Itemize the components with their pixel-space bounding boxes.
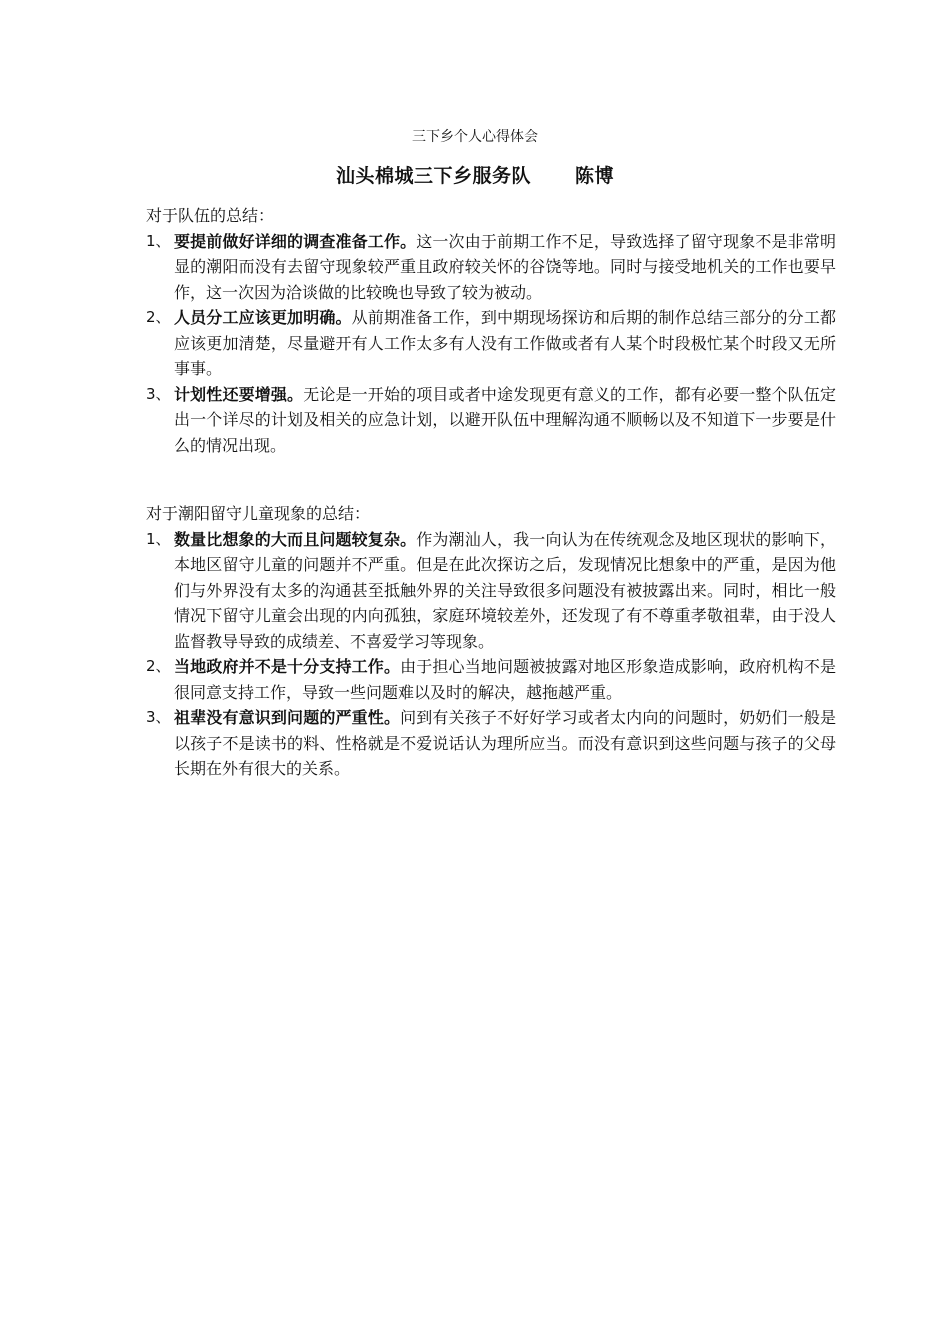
item-lead: 祖辈没有意识到问题的严重性。 <box>174 708 401 727</box>
team-name: 汕头棉城三下乡服务队 <box>335 165 531 187</box>
list-item <box>146 654 836 705</box>
list-item <box>146 527 836 655</box>
item-text: 作为潮汕人，我一向认为在传统观念及地区现状的影响下，本地区留守儿童的问题并不严重。但是在此次探访之后，发现情况比想象中的严重，是因为他们与外界没有太多的沟通甚至抵触外界的关注导致很多问题没有被披露出来。同时，相比一般情况下留守儿童会出现的内向孤独，家庭环境较差外，还发现了有不尊重孝敬祖辈，由于没人监督教导导致的成绩差、不喜爱学习等现象。 <box>174 529 836 651</box>
item-text: 问到有关孩子不好好学习或者太内向的问题时，奶奶们一般是以孩子不是读书的料、性格就是不爱说话认为理所应当。而没有意识到这些问题与孩子的父母长期在外有很大的关系。 <box>174 708 836 778</box>
section-left-behind-children-summary <box>146 501 836 782</box>
item-lead: 当地政府并不是十分支持工作。 <box>174 657 401 676</box>
item-number: 1、 <box>146 231 171 250</box>
summary-list <box>146 229 836 459</box>
item-number: 2、 <box>146 657 171 675</box>
document-title <box>0 162 950 190</box>
section-team-summary <box>146 203 836 458</box>
item-lead: 数量比想象的大而且问题较复杂。 <box>174 529 417 549</box>
item-text: 由于担心当地问题被披露对地区形象造成影响，政府机构不是很同意支持工作，导致一些问题难以及时的解决，越拖越严重。 <box>174 657 836 702</box>
author-name: 陈博 <box>575 165 615 187</box>
item-lead: 计划性还要增强。 <box>174 384 304 404</box>
item-text: 这一次由于前期工作不足，导致选择了留守现象不是非常明显的潮阳而没有去留守现象较严重且政府较关怀的谷饶等地。同时与接受地机关的工作也要早作，这一次因为洽谈做的比较晚也导致了较为被动。 <box>174 231 836 302</box>
list-item <box>146 305 836 382</box>
section-heading: 对于潮阳留守儿童现象的总结： <box>146 504 371 523</box>
summary-list <box>146 527 836 782</box>
item-number: 1、 <box>146 529 171 548</box>
list-item <box>146 382 836 459</box>
list-item <box>146 229 836 306</box>
item-lead: 要提前做好详细的调查准备工作。 <box>174 231 417 251</box>
item-text: 无论是一开始的项目或者中途发现更有意义的工作，都有必要一整个队伍定出一个详尽的计划及相关的应急计划，以避开队伍中理解沟通不顺畅以及不知道下一步要是什么的情况出现。 <box>174 384 836 455</box>
section-heading: 对于队伍的总结： <box>146 206 275 225</box>
item-lead: 人员分工应该更加明确。 <box>174 308 352 327</box>
item-number: 3、 <box>146 708 171 726</box>
item-text: 从前期准备工作，到中期现场探访和后期的制作总结三部分的分工都应该更加清楚，尽量避开有人工作太多有人没有工作做或者有人某个时段极忙某个时段又无所事事。 <box>174 308 836 378</box>
item-number: 2、 <box>146 308 171 326</box>
document-header: 三下乡个人心得体会 <box>412 129 538 145</box>
list-item <box>146 705 836 782</box>
item-number: 3、 <box>146 384 171 403</box>
